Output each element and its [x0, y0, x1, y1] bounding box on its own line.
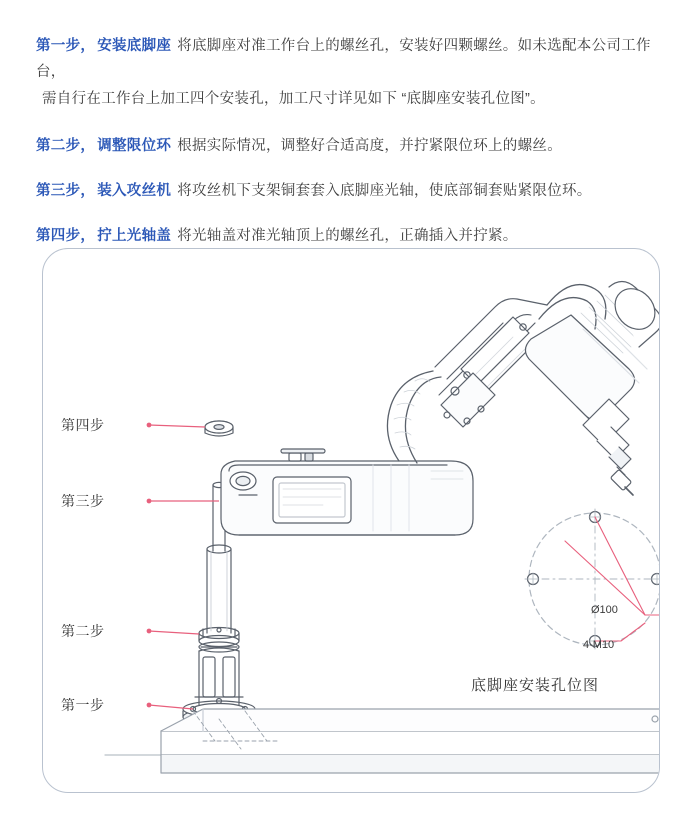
callout-line-step2	[149, 631, 199, 634]
step-title: 装入攻丝机	[97, 182, 172, 199]
step-body-cont: 需自行在工作台上加工四个安装孔，加工尺寸详见如下 “底脚座安装孔位图”。	[42, 91, 545, 108]
dimension-thread-label: 4-M10	[583, 639, 615, 651]
tapping-machine-illustration	[43, 249, 660, 793]
callout-label-step3: 第三步	[61, 493, 105, 509]
step-number: 第二步，	[36, 137, 96, 154]
step-body: 根据实际情况，调整好合适高度，并拧紧限位环上的螺丝。	[177, 137, 563, 154]
step-title: 拧上光轴盖	[97, 227, 172, 244]
callout-label-step2: 第二步	[61, 623, 105, 639]
step-title: 调整限位环	[97, 137, 172, 154]
callout-label-step1: 第一步	[61, 697, 105, 713]
figure-panel	[42, 248, 660, 793]
step-body: 将攻丝机下支架铜套套入底脚座光轴，使底部铜套贴紧限位环。	[177, 182, 592, 199]
step-number: 第四步，	[36, 227, 96, 244]
step-item-2	[36, 133, 670, 160]
steps-list	[0, 0, 700, 249]
step-number: 第一步，	[36, 37, 96, 54]
step-body: 将光轴盖对准光轴顶上的螺丝孔，正确插入并拧紧。	[177, 227, 518, 244]
callout-line-step4	[149, 425, 205, 427]
callout-label-step4: 第四步	[61, 417, 105, 433]
step-item-1	[36, 33, 670, 113]
step-body: 将底脚座对准工作台上的螺丝孔，安装好四颗螺丝。如未选配本公司工作台，	[36, 37, 651, 81]
step-number: 第三步，	[36, 182, 96, 199]
step-title: 安装底脚座	[97, 37, 172, 54]
dimension-diameter-label: Ø100	[591, 604, 618, 616]
step-item-3	[36, 178, 670, 205]
callout-dots	[147, 423, 152, 708]
hole-diagram-caption: 底脚座安装孔位图	[471, 677, 600, 694]
step-item-4	[36, 223, 670, 250]
